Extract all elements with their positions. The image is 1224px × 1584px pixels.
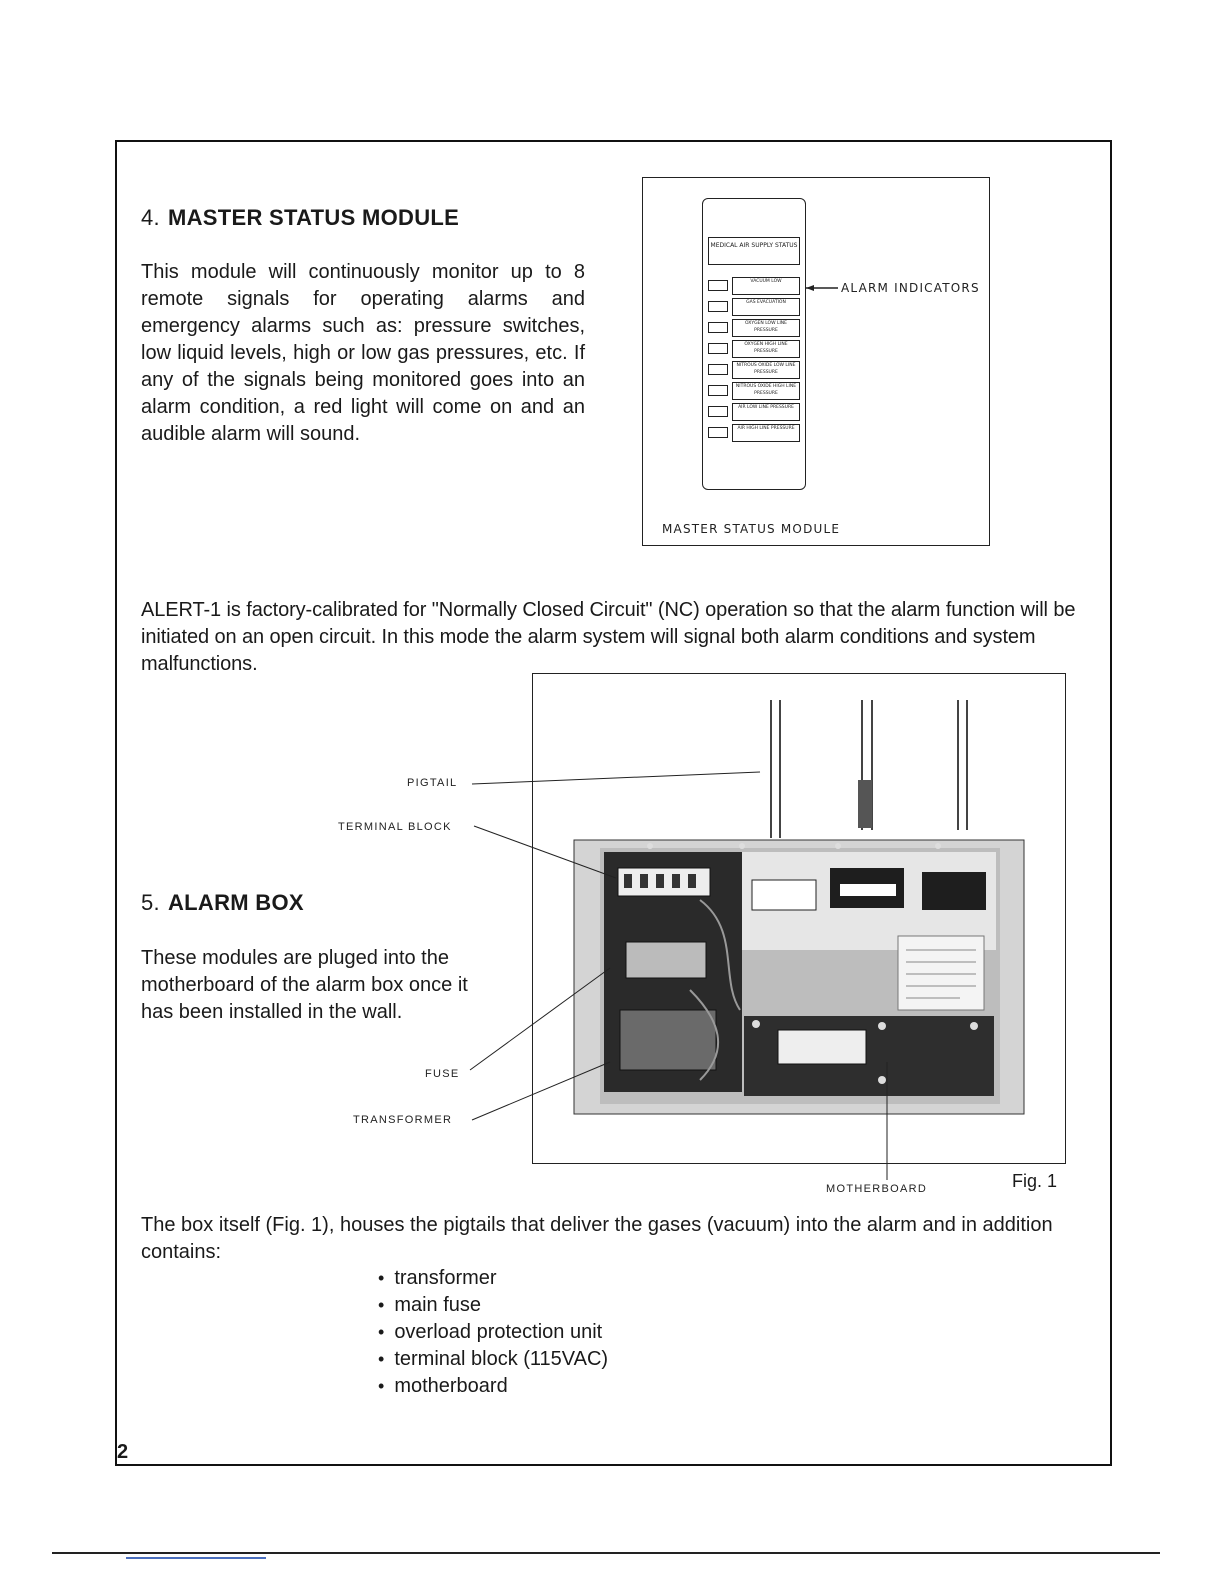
module-panel-title: MEDICAL AIR SUPPLY STATUS — [708, 237, 800, 265]
indicator-label: AIR HIGH LINE PRESSURE — [732, 424, 800, 442]
motherboard-callout: MOTHERBOARD — [826, 1183, 928, 1195]
section-5-title: ALARM BOX — [167, 890, 304, 915]
indicator-label: AIR LOW LINE PRESSURE — [732, 403, 800, 421]
alarm-indicators-callout: ALARM INDICATORS — [841, 281, 980, 295]
section-4-number: 4. — [141, 205, 160, 230]
indicator-label: OXYGEN LOW LINE PRESSURE — [732, 319, 800, 337]
section-5-body: These modules are pluged into the motherboard of the alarm box once it has been installed in the wall. — [141, 947, 468, 1023]
terminal-block-callout: TERMINAL BLOCK — [338, 821, 452, 833]
list-item-text: overload protection unit — [394, 1321, 603, 1343]
figure-label: Fig. 1 — [1012, 1171, 1058, 1191]
module-figure-caption: MASTER STATUS MODULE — [662, 522, 841, 536]
page-number: 2 — [117, 1441, 129, 1463]
indicator-label: OXYGEN HIGH LINE PRESSURE — [732, 340, 800, 358]
section-4-title: MASTER STATUS MODULE — [167, 205, 460, 230]
list-item-text: terminal block (115VAC) — [394, 1348, 609, 1370]
list-item-text: motherboard — [394, 1375, 508, 1397]
section-5-number: 5. — [141, 890, 160, 915]
section-4-body: This module will continuously monitor up to 8 remote signals for operating alarms and emergency alarms such as: pressure switches, low liquid levels, high or low gas pressures, etc. If any of the signals being monitored goes into an alarm condition, a red light will come on and an audible alarm will sound. — [141, 261, 585, 445]
fuse-callout: FUSE — [425, 1068, 460, 1080]
list-item-text: transformer — [394, 1267, 497, 1289]
indicator-label: GAS EVACUATION — [732, 298, 800, 316]
transformer-callout: TRANSFORMER — [353, 1114, 453, 1126]
list-item-text: main fuse — [394, 1294, 482, 1316]
indicator-label: NITROUS OXIDE HIGH LINE PRESSURE — [732, 382, 800, 400]
pigtail-callout: PIGTAIL — [407, 777, 458, 789]
indicator-label: NITROUS OXIDE LOW LINE PRESSURE — [732, 361, 800, 379]
alert-paragraph: ALERT-1 is factory-calibrated for "Normally Closed Circuit" (NC) operation so that the alarm function will be initiated on an open circuit. In this mode the alarm system will signal both alarm conditions and system malfunctions. — [141, 599, 1076, 675]
indicator-label: VACUUM LOW — [732, 277, 800, 295]
box-paragraph: The box itself (Fig. 1), houses the pigtails that deliver the gases (vacuum) into the alarm and in addition contains: — [141, 1214, 1053, 1263]
